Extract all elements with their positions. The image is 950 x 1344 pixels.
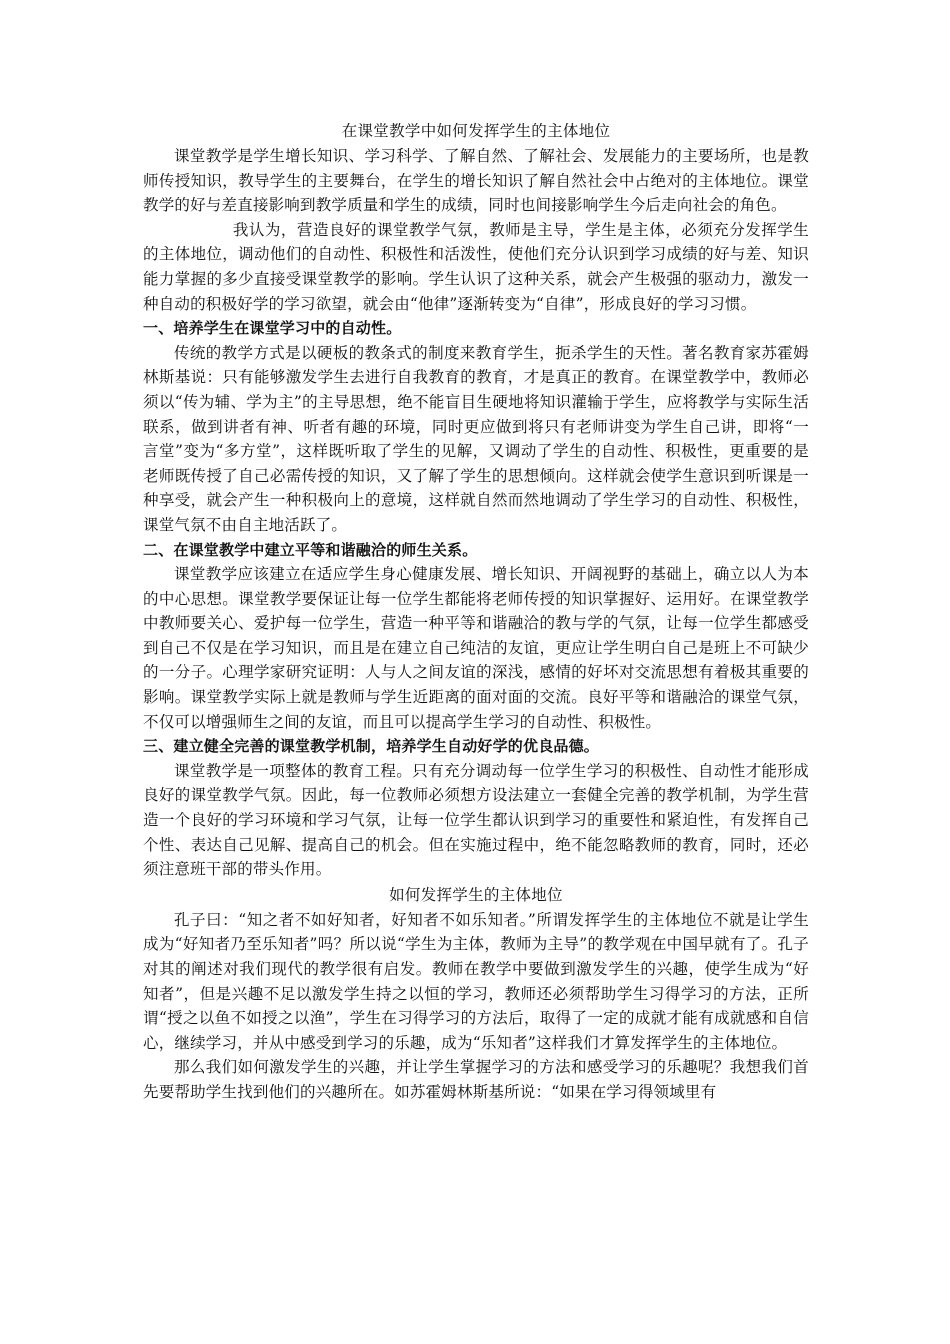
- section-body: 课堂教学应该建立在适应学生身心健康发展、增长知识、开阔视野的基础上，确立以人为本的中心思想。课堂教学要保证让每一位学生都能将老师传授的知识掌握好、运用好。在课堂教学中教师要关心、爱护每一位学生，营造一种平等和谐融洽的教与学的气氛，让每一位学生都感受到自己不仅是在学习知识，而且是在建立自己纯洁的友谊，更应让学生明白自己是班上不可缺少的一分子。心理学家研究证明：人与人之间友谊的深浅，感情的好坏对交流思想有着极其重要的影响。课堂教学实际上就是教师与学生近距离的面对面的交流。良好平等和谐融洽的课堂气氛，不仅可以增强师生之间的友谊，而且可以提高学生学习的自动性、积极性。: [143, 565, 809, 731]
- document-title: 在课堂教学中如何发挥学生的主体地位: [341, 122, 611, 140]
- document-page: [143, 118, 809, 1105]
- section-heading: 一、培养学生在课堂学习中的自动性。: [143, 319, 402, 338]
- section-heading: 二、在课堂教学中建立平等和谐融洽的师生关系。: [143, 540, 478, 559]
- document-subtitle: 如何发挥学生的主体地位: [389, 885, 563, 904]
- section-body: 传统的教学方式是以硬板的教条式的制度来教育学生，扼杀学生的天性。著名教育家苏霍姆林斯基说：只有能够激发学生去进行自我教育的教育，才是真正的教育。在课堂教学中，教师必须以“传为辅、学为主”的主导思想，绝不能盲目生硬地将知识灌输于学生，应将教学与实际生活联系，做到讲者有神、听者有趣的环境，同时更应做到将只有老师讲变为学生自己讲，即将“一言堂”变为“多方堂”，这样既听取了学生的见解，又调动了学生的自动性、积极性，更重要的是老师既传授了自己必需传授的知识，又了解了学生的思想倾向。这样就会使学生意识到听课是一种享受，就会产生一种积极向上的意境，这样就自然而然地调动了学生学习的自动性、积极性，课堂气氛不由自主地活跃了。: [143, 343, 809, 534]
- section-body: 课堂教学是一项整体的教育工程。只有充分调动每一位学生学习的积极性、自动性才能形成良好的课堂教学气氛。因此，每一位教师必须想方设法建立一套健全完善的教学机制，为学生营造一个良好的学习环境和学习气氛，让每一位学生都认识到学习的重要性和紧迫性，有发挥自己个性、表达自己见解、提高自己的机会。但在实施过程中，绝不能忽略教师的教育，同时，还必须注意班干部的带头作用。: [143, 761, 809, 879]
- section-1: [143, 316, 809, 537]
- intro-paragraph-2: 我认为，营造良好的课堂教学气氛，教师是主导，学生是主体，必须充分发挥学生的主体地位，调动他们的自动性、积极性和活泼性，使他们充分认识到学习成绩的好与差、知识能力掌握的多少直接受课堂教学的影响。学生认识了这种关系，就会产生极强的驱动力，激发一种自动的积极好学的学习欲望，就会由“他律”逐渐转变为“自律”，形成良好的学习习惯。: [143, 220, 809, 313]
- closing-paragraph-2: 那么我们如何激发学生的兴趣，并让学生掌握学习的方法和感受学习的乐趣呢？我想我们首先要帮助学生找到他们的兴趣所在。如苏霍姆林斯基所说：“如果在学习得领域里有: [143, 1058, 809, 1101]
- section-2: [143, 538, 809, 735]
- closing-paragraph-1: 孔子曰：“知之者不如好知者，好知者不如乐知者。”所谓发挥学生的主体地位不就是让学生成为“好知者乃至乐知者”吗？所以说“学生为主体，教师为主导”的教学观在中国早就有了。孔子对其的阐述对我们现代的教学很有启发。教师在教学中要做到激发学生的兴趣，使学生成为“好知者”，但是兴趣不足以激发学生持之以恒的学习，教师还必须帮助学生习得学习的方法，正所谓“授之以鱼不如授之以渔”，学生在习得学习的方法后，取得了一定的成就才能有成就感和自信心，继续学习，并从中感受到学习的乐趣，成为“乐知者”这样我们才算发挥学生的主体地位。: [143, 910, 809, 1052]
- section-3: [143, 734, 809, 882]
- section-heading: 三、建立健全完善的课堂教学机制，培养学生自动好学的优良品德。: [143, 737, 600, 756]
- intro-paragraph-1: 课堂教学是学生增长知识、学习科学、了解自然、了解社会、发展能力的主要场所，也是教师传授知识，教导学生的主要舞台，在学生的增长知识了解自然社会中占绝对的主体地位。课堂教学的好与差直接影响到教学质量和学生的成绩，同时也间接影响学生今后走向社会的角色。: [143, 147, 809, 215]
